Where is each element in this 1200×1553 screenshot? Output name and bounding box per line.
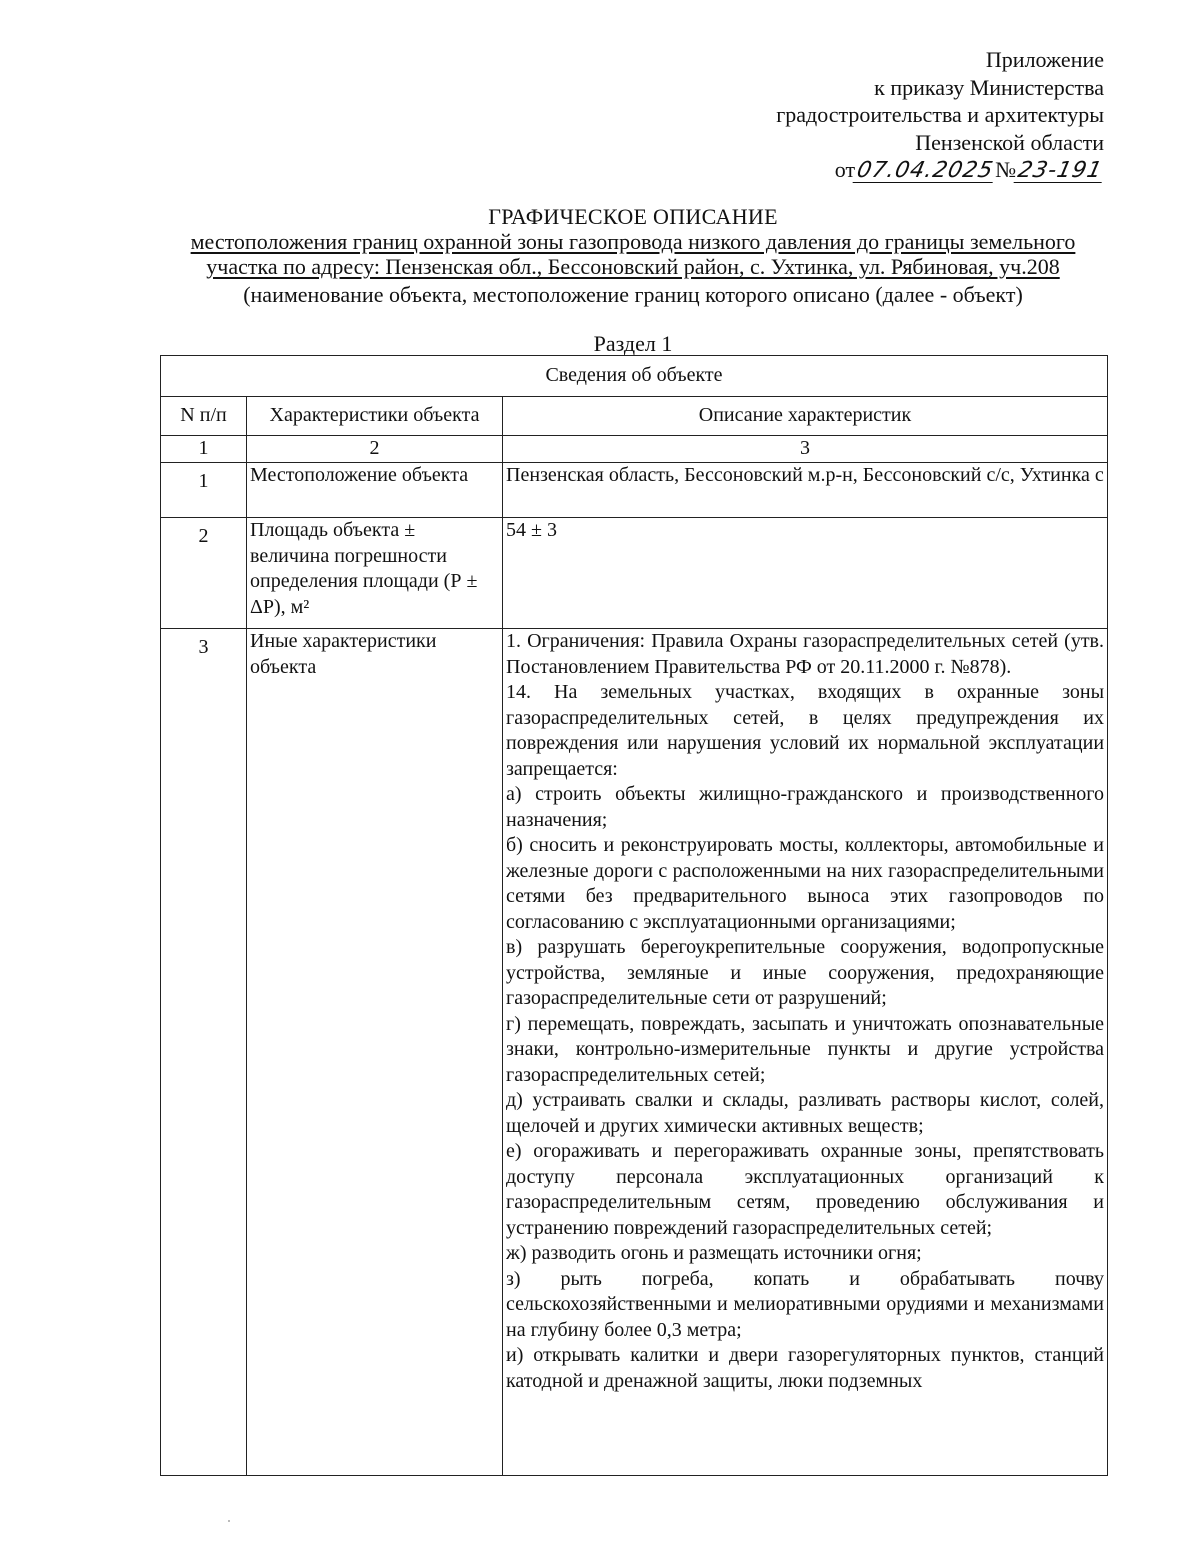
description-paragraph: а) строить объекты жилищно-гражданского и производственного назначения; [506, 783, 1105, 831]
row-description [503, 463, 1108, 518]
row-description [503, 518, 1108, 629]
subject-note: (наименование объекта, местоположение границ которого описано (далее - объект) [243, 282, 1023, 307]
row-number: 1 [161, 463, 247, 518]
column-number-row [161, 436, 1108, 463]
table-row [161, 518, 1108, 629]
column-number: 1 [161, 436, 247, 463]
row-characteristic: Местоположение объекта [247, 463, 503, 518]
row-characteristic: Площадь объекта ± величина погрешности определения площади (Р ± ΔР), м² [247, 518, 503, 629]
description-paragraph: е) огораживать и перегораживать охранные зоны, препятствовать доступу персонала эксплуатационных организаций к газораспределительным сетям, проведению обслуживания и устранению повреждений газораспределительных сетей; [506, 1140, 1105, 1239]
scan-speck [228, 1520, 230, 1522]
section-title: Раздел 1 [593, 331, 673, 356]
description-paragraph: ж) разводить огонь и размещать источники огня; [506, 1242, 922, 1264]
description-paragraph: б) сносить и реконструировать мосты, коллекторы, автомобильные и железные дороги с расположенными на них газораспределительными сетями без предварительного выноса этих газопроводов по согласованию с эксплуатационными организациями; [506, 834, 1105, 933]
description-paragraph: в) разрушать берегоукрепительные сооружения, водопропускные устройства, земляные и иные сооружения, предохраняющие газораспределительные сети от разрушений; [506, 936, 1105, 1009]
description-paragraph: 1. Ограничения: Правила Охраны газораспределительных сетей (утв. Постановлением Правительства РФ от 20.11.2000 г. №878). [506, 630, 1105, 678]
description-paragraph: г) перемещать, повреждать, засыпать и уничтожать опознавательные знаки, контрольно-измерительные пункты и другие устройства газораспределительных сетей; [506, 1012, 1105, 1086]
handwritten-date: 07.04.2025 [854, 158, 996, 183]
table-caption-row [161, 356, 1108, 397]
table-header-row [161, 397, 1108, 436]
description-paragraph: Пензенская область, Бессоновский м.р-н, Бессоновский с/с, Ухтинка с [506, 464, 1104, 486]
table-row [161, 629, 1108, 1476]
handwritten-number: 23-191 [1015, 158, 1105, 183]
description-paragraph: 54 ± 3 [506, 519, 557, 541]
table-row [161, 463, 1108, 518]
column-number: 2 [247, 436, 503, 463]
row-description [503, 629, 1108, 1476]
document-title-block [160, 204, 1106, 356]
table-caption: Сведения об объекте [161, 356, 1108, 397]
header-cell: Описание характеристик [503, 397, 1108, 436]
appendix-line: Приложение [985, 47, 1104, 72]
document-heading: ГРАФИЧЕСКОЕ ОПИСАНИЕ [488, 204, 778, 229]
order-date-number [776, 156, 1104, 184]
header-cell: Характеристики объекта [247, 397, 503, 436]
object-info-table [160, 355, 1108, 1476]
date-prefix: от [834, 157, 856, 182]
row-number: 2 [161, 518, 247, 629]
description-paragraph: з) рыть погреба, копать и обрабатывать почву сельскохозяйственными и мелиоративными орудиями и механизмами на глубину более 0,3 метра; [506, 1267, 1105, 1341]
header-cell: N п/п [161, 397, 247, 436]
column-number: 3 [503, 436, 1108, 463]
appendix-line: к приказу Министерства [874, 74, 1104, 100]
subject-line: местоположения границ охранной зоны газопровода низкого давления до границы земельного [190, 229, 1076, 254]
description-paragraph: и) открывать калитки и двери газорегуляторных пунктов, станций катодной и дренажной защиты, люки подземных [506, 1344, 1105, 1392]
number-prefix: № [995, 157, 1017, 182]
description-paragraph: д) устраивать свалки и склады, разливать растворы кислот, солей, щелочей и других химически активных веществ; [506, 1089, 1105, 1137]
subject-line: участка по адресу: Пензенская обл., Бессоновский район, с. Ухтинка, ул. Рябиновая, уч.208 [206, 254, 1060, 279]
appendix-block [776, 46, 1104, 184]
description-paragraph: 14. На земельных участках, входящих в охранные зоны газораспределительных сетей, в целях предупреждения их повреждения или нарушения условий их нормальной эксплуатации запрещается: [506, 681, 1105, 780]
row-characteristic: Иные характеристики объекта [247, 629, 503, 1476]
row-number: 3 [161, 629, 247, 1476]
appendix-line: Пензенской области [915, 129, 1104, 155]
appendix-line: градостроительства и архитектуры [776, 102, 1104, 127]
